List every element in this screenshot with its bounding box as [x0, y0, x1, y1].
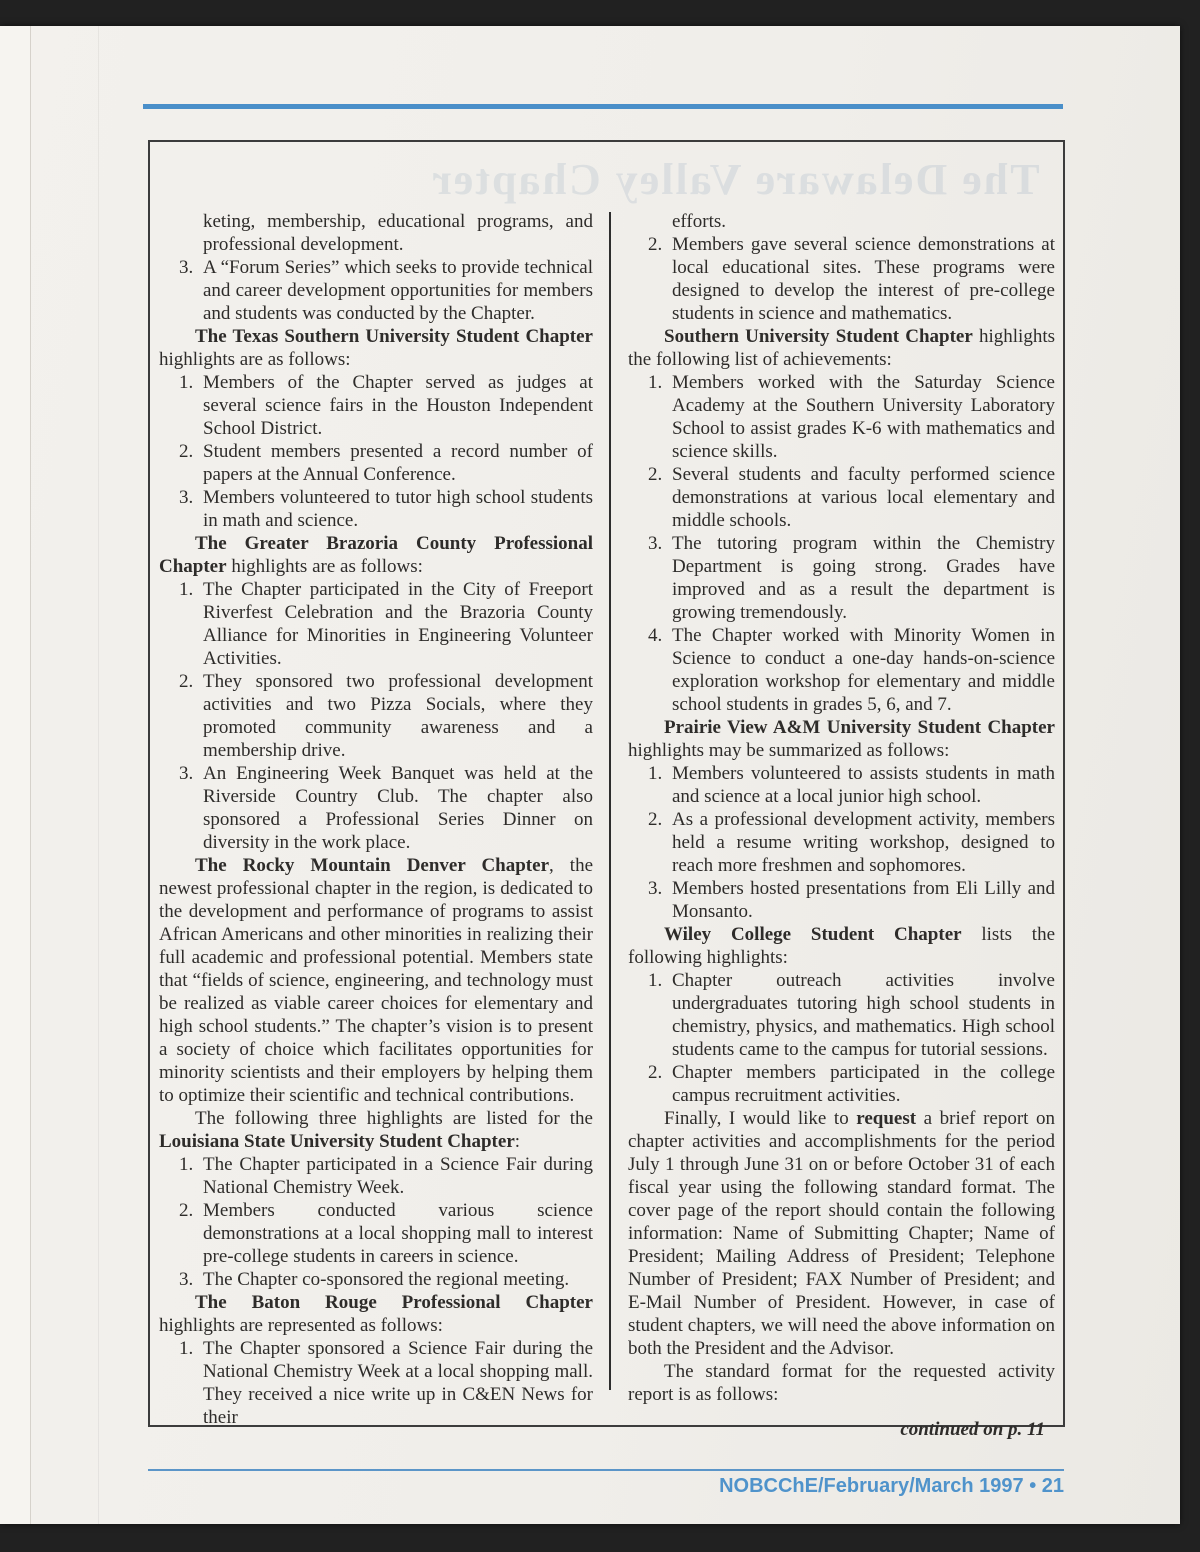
item-number: 1. — [179, 579, 194, 600]
item-number: 2. — [648, 1062, 663, 1083]
list-item: 2. Student members presented a record number of papers at the Annual Conference. — [179, 441, 593, 485]
list-item: 3. The tutoring program within the Chemistry Department is going strong. Grades have improved and as a result the department is growing tremendously. — [648, 533, 1055, 623]
body-text: highlights the following list of achievements: — [628, 326, 1055, 370]
item-number: 1. — [179, 1154, 194, 1175]
body-text: highlights may be summarized as follows: — [628, 740, 950, 761]
article-column-right — [611, 142, 1063, 1440]
paper-crease — [98, 26, 99, 1524]
article-border-box — [148, 140, 1065, 1440]
list-item: 3. Members volunteered to tutor high school students in math and science. — [179, 487, 593, 531]
item-number: 2. — [179, 671, 194, 692]
item-number: 1. — [648, 970, 663, 991]
item-number: 2. — [648, 464, 663, 485]
list-item: 1. The Chapter participated in a Science Fair during National Chemistry Week. — [179, 1154, 593, 1198]
paragraph — [628, 325, 1055, 371]
body-text: : — [514, 1131, 521, 1152]
item-number: 3. — [179, 763, 194, 784]
bold-text: Wiley College Student Chapter — [664, 924, 962, 945]
continued-text-fragment: keting, membership, educational programs, and professional development. — [203, 211, 593, 255]
body-text: highlights are as follows: — [159, 349, 351, 370]
list-item: 1. Members volunteered to assists students in math and science at a local junior high school. — [648, 763, 1055, 807]
list-item: 3. The Chapter co-sponsored the regional meeting. — [179, 1269, 570, 1290]
bold-text: Prairie View A&M University Student Chapter — [664, 717, 1055, 738]
bold-text: The Rocky Mountain Denver Chapter — [195, 855, 550, 876]
bleedthrough-text: The Delaware Valley Chapter — [430, 155, 1040, 204]
article-column-left — [150, 142, 609, 1428]
paragraph — [159, 854, 593, 1107]
paragraph — [628, 923, 1055, 969]
list-item: 1. The Chapter participated in the City of Freeport Riverfest Celebration and the Brazoria County Alliance for Minorities in Engineering Volunteer Activities. — [179, 579, 593, 669]
body-text: Finally, I would like to — [664, 1108, 857, 1129]
list-item: 3. A “Forum Series” which seeks to provide technical and career development opportunities for members and students was conducted by the Chapter. — [179, 257, 593, 324]
bold-text: The Greater Brazoria County Professional Chapter — [159, 533, 593, 577]
paragraph — [159, 532, 593, 578]
paragraph — [159, 325, 593, 371]
item-number: 1. — [648, 763, 663, 784]
item-number: 3. — [179, 1269, 194, 1290]
item-number: 1. — [179, 1338, 194, 1359]
paragraph — [159, 1107, 593, 1153]
body-text: a brief report on chapter activities and accomplishments for the period July 1 through June 31 on or before October 31 of each fiscal year using the following standard format. The cover page of the report should contain the following information: Name of Submitting Chapter; Name of President; Mailing Address of President; Telephone Number of President; FAX Number of President; and E-Mail Number of President. However, in case of student chapters, we will need the above information on both the President and the Advisor. — [628, 1108, 1055, 1359]
adjacent-page-edge — [0, 26, 31, 1524]
list-item: 2. Members conducted various science demonstrations at a local shopping mall to interest pre-college students in careers in science. — [179, 1200, 593, 1267]
list-item: 2. They sponsored two professional development activities and two Pizza Socials, where they promoted community awareness and a membership drive. — [179, 671, 593, 761]
item-number: 2. — [648, 809, 663, 830]
body-text: The standard format for the requested activity report is as follows: — [628, 1361, 1055, 1405]
body-text: The following three highlights are listed for the — [195, 1108, 593, 1129]
list-item: 1. Members of the Chapter served as judges at several science fairs in the Houston Independent School District. — [179, 372, 593, 439]
item-number: 3. — [648, 878, 663, 899]
paragraph — [628, 1360, 1055, 1406]
list-item: 3. Members hosted presentations from Eli Lilly and Monsanto. — [648, 878, 1055, 922]
list-item: 1. Members worked with the Saturday Science Academy at the Southern University Laboratory School to assist grades K-6 with mathematics and science skills. — [648, 372, 1055, 462]
bold-text: Southern University Student Chapter — [664, 326, 973, 347]
bold-text: The Baton Rouge Professional Chapter — [195, 1292, 593, 1313]
body-text: lists the following highlights: — [628, 924, 1055, 968]
list-item: 3. An Engineering Week Banquet was held at the Riverside Country Club. The chapter also sponsored a Professional Series Dinner on diversity in the work place. — [179, 763, 593, 853]
continued-text-fragment: efforts. — [672, 211, 726, 232]
page-footer: NOBCChE/February/March 1997 • 21 — [719, 1475, 1064, 1497]
item-number: 2. — [648, 234, 663, 255]
continued-note: continued on p. 11 — [900, 1419, 1045, 1440]
list-item: 2. Chapter members participated in the college campus recruitment activities. — [648, 1062, 1055, 1106]
paragraph — [159, 1291, 593, 1337]
bold-text: Louisiana State University Student Chapter — [159, 1131, 515, 1152]
item-number: 3. — [179, 487, 194, 508]
item-number: 1. — [179, 372, 194, 393]
item-number: 1. — [648, 372, 663, 393]
list-item: 2. Several students and faculty performed science demonstrations at various local elementary and middle schools. — [648, 464, 1055, 531]
body-text: highlights are as follows: — [226, 556, 423, 577]
paragraph — [628, 716, 1055, 762]
list-item: 2. As a professional development activity, members held a resume writing workshop, designed to reach more freshmen and sophomores. — [648, 809, 1055, 876]
body-text: highlights are represented as follows: — [159, 1315, 443, 1336]
item-number: 2. — [179, 441, 194, 462]
item-number: 2. — [179, 1200, 194, 1221]
top-accent-rule — [143, 104, 1063, 109]
footer-accent-rule — [148, 1469, 1064, 1471]
list-item: 1. Chapter outreach activities involve undergraduates tutoring high school students in chemistry, physics, and mathematics. High school students came to the campus for tutorial sessions. — [648, 970, 1055, 1060]
item-number: 4. — [648, 625, 663, 646]
item-number: 3. — [179, 257, 194, 278]
list-item: 4. The Chapter worked with Minority Women in Science to conduct a one-day hands-on-science exploration workshop for elementary and middle school students in grades 5, 6, and 7. — [648, 625, 1055, 715]
list-item: 1. The Chapter sponsored a Science Fair during the National Chemistry Week at a local shopping mall. They received a nice write up in C&EN News for their — [179, 1338, 593, 1428]
bold-text: The Texas Southern University Student Chapter — [195, 326, 593, 347]
item-number: 3. — [648, 533, 663, 554]
list-item: 2. Members gave several science demonstrations at local educational sites. These programs were designed to develop the interest of pre-college students in science and mathematics. — [648, 234, 1055, 324]
paragraph — [628, 1107, 1055, 1360]
bold-text: request — [856, 1108, 917, 1129]
body-text: , the newest professional chapter in the region, is dedicated to the development and performance of programs to assist African Americans and other minorities in realizing their full academic and professional potential. Members state that “fields of science, engineering, and technology must be realized as viable career choices for elementary and high school students.” The chapter’s vision is to present a society of choice which facilitates opportunities for minority scientists and their employers by helping them to optimize their scientific and technical contributions. — [159, 855, 593, 1106]
